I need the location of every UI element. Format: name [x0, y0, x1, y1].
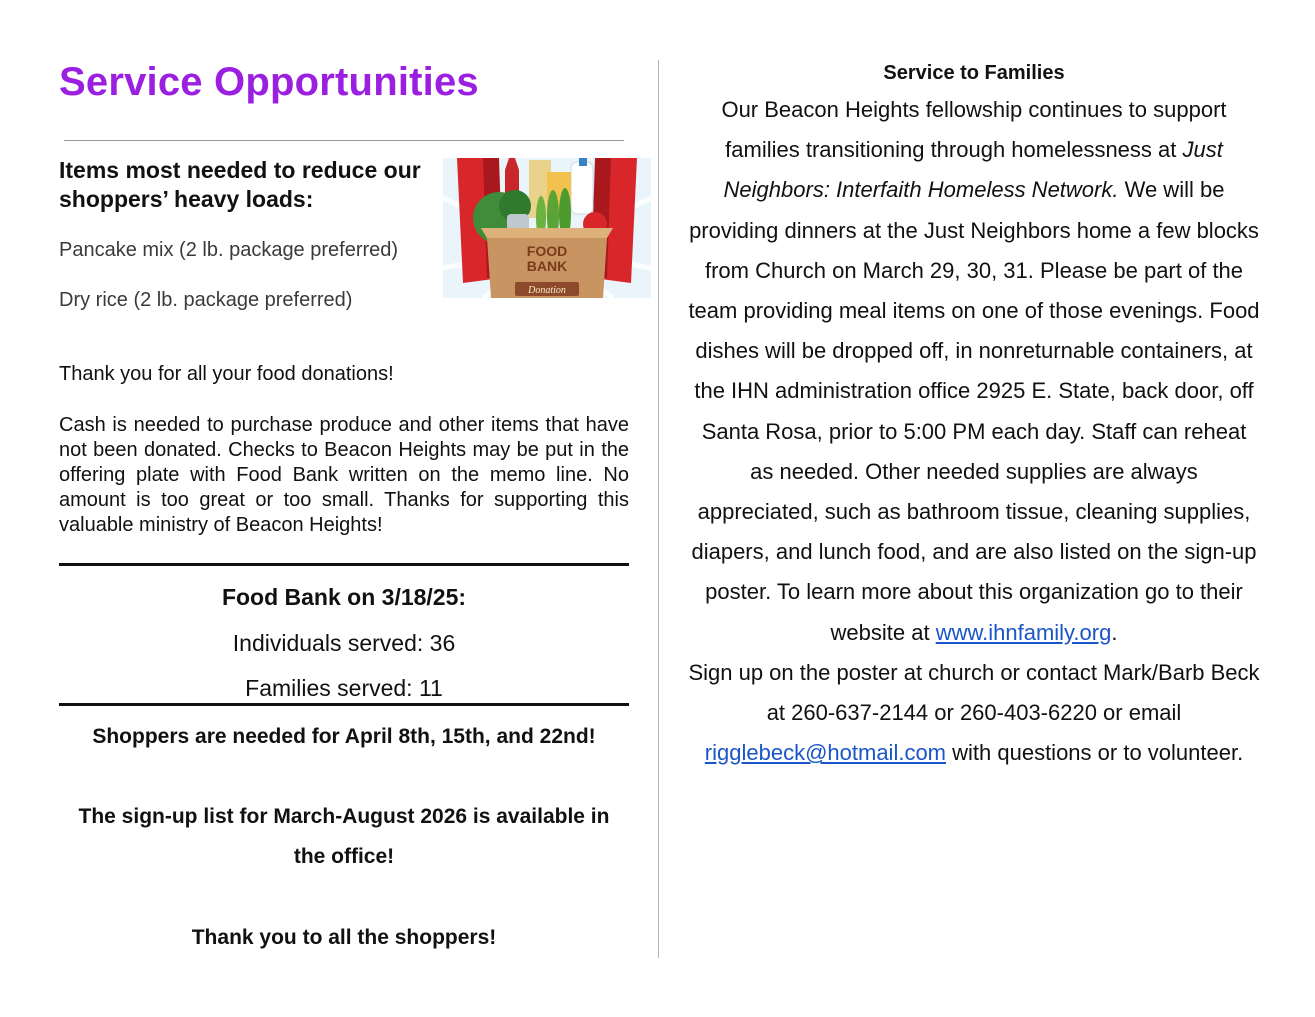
paragraph-period: .: [1111, 619, 1118, 645]
signup-start: Sign up on the poster at church or contact Mark/Barb Beck at 260-637-2144 or 260-403-6220 or email: [688, 659, 1260, 726]
signup-end: with questions or to volunteer.: [946, 740, 1244, 766]
title-divider: [64, 140, 624, 141]
thanks-food-text: Thank you for all your food donations!: [59, 363, 394, 385]
donation-tag-text: Donation: [528, 285, 566, 296]
box-text-food: FOOD: [526, 243, 568, 259]
signup-paragraph: [688, 653, 1260, 774]
food-bank-image: [443, 158, 651, 298]
individuals-served: Individuals served: 36: [232, 630, 456, 656]
service-paragraph: [688, 90, 1260, 653]
email-link[interactable]: rigglebeck@hotmail.com: [704, 740, 947, 766]
shoppers-needed-text: Shoppers are needed for April 8th, 15th, and 22nd!: [92, 725, 596, 748]
page-title: Service Opportunities: [59, 60, 479, 104]
needed-item: Pancake mix (2 lb. package preferred): [59, 239, 399, 261]
families-served: Families served: 11: [245, 675, 443, 701]
paragraph-start: Our Beacon Heights fellowship continues to support families transitioning through homelessness at: [721, 97, 1227, 163]
cash-paragraph: Cash is needed to purchase produce and other items that have not been donated. Checks to Beacon Heights may be put in the offering plate with Food Bank written on the memo line. No amount is too great or too small. Thanks for supporting this valuable ministry of Beacon Heights!: [59, 414, 629, 536]
website-link[interactable]: www.ihnfamily.org: [935, 619, 1112, 645]
column-divider: [658, 60, 659, 958]
needed-items-heading: Items most needed to reduce our shoppers’ heavy loads:: [59, 157, 421, 212]
org-name: Just Neighbors: Interfaith Homeless Network.: [723, 137, 1223, 203]
signup-list-text: The sign-up list for March-August 2026 is available in the office!: [78, 805, 610, 868]
right-column: [688, 56, 1260, 773]
service-to-families-heading: Service to Families: [883, 62, 1065, 84]
paragraph-rest: We will be providing dinners at the Just Neighbors home a few blocks from Church on March 29, 30, 31. Please be part of the team providing meal items on one of those evenings. Food dishes will be dropped off, in nonreturnable containers, at the IHN administration office 2925 E. State, back door, off Santa Rosa, prior to 5:00 PM each day. Staff can reheat as needed. Other needed supplies are always appreciated, such as bathroom tissue, cleaning supplies, diapers, and lunch food, and are also listed on the sign-up poster. To learn more about this organization go to their website at: [688, 177, 1260, 645]
needed-item: Dry rice (2 lb. package preferred): [59, 289, 353, 311]
box-text-bank: BANK: [526, 258, 568, 274]
food-bank-heading: Food Bank on 3/18/25:: [221, 584, 467, 610]
thanks-shoppers-text: Thank you to all the shoppers!: [191, 926, 497, 949]
section-divider: [59, 563, 629, 566]
section-divider: [59, 703, 629, 706]
